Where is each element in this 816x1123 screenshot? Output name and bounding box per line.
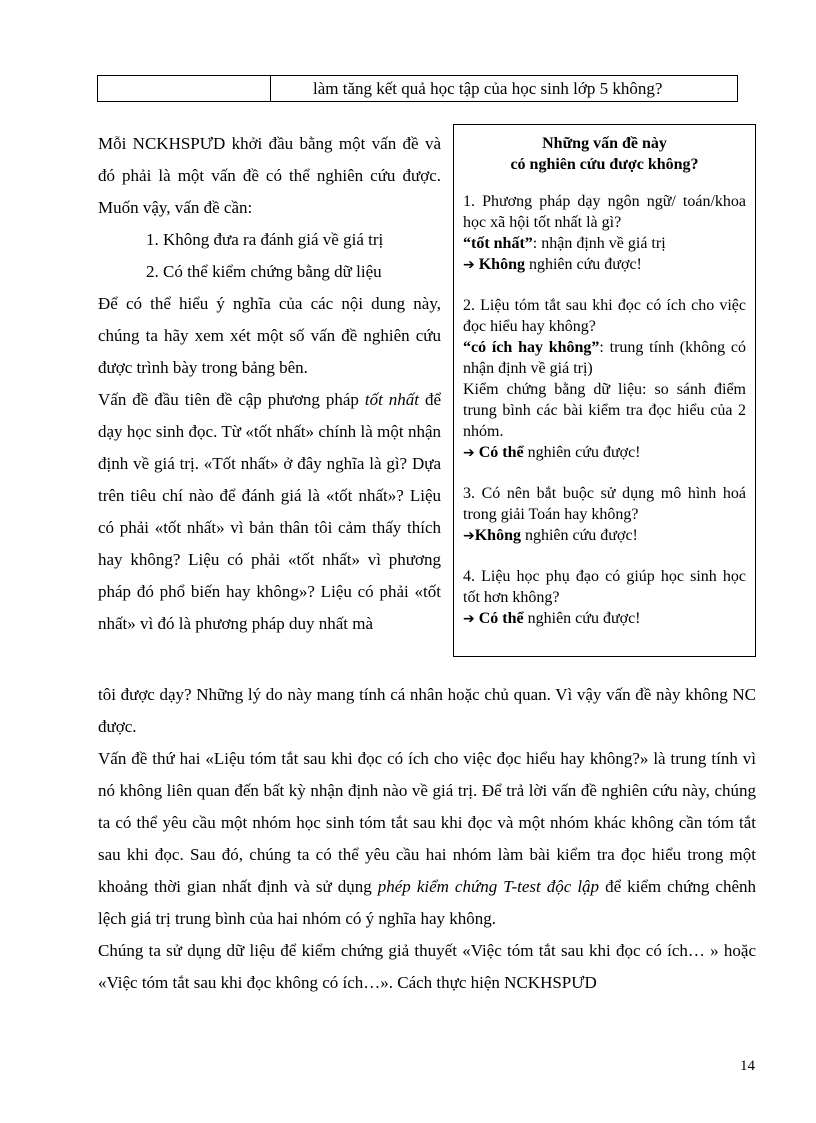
research-questions-box <box>453 124 756 657</box>
table-cell-empty <box>98 76 271 101</box>
verdict-text: nghiên cứu được! <box>523 444 641 461</box>
question-block <box>463 483 746 547</box>
arrow-right-icon: ➔ <box>463 528 475 544</box>
text-run: Vấn đề đầu tiên đề cập phương pháp <box>98 390 365 409</box>
paragraph: Chúng ta sử dụng dữ liệu để kiểm chứng giả thuyết «Việc tóm tắt sau khi đọc có ích… » hoặc «Việc tóm tắt sau khi đọc không có ích…». Cách thực hiện NCKHSPƯD <box>98 941 756 992</box>
verdict-bold: Có thể <box>478 610 524 627</box>
intro-paragraph: Mỗi NCKHSPƯD khởi đầu bằng một vấn đề và đó phải là một vấn đề có thể nghiên cứu được. Muốn vậy, vấn đề cần: <box>98 134 441 217</box>
box-title-line: có nghiên cứu được không? <box>510 156 699 173</box>
table-cell-text: làm tăng kết quả học tập của học sinh lớp 5 không? <box>313 79 663 98</box>
italic-term: phép kiểm chứng T-test độc lập <box>377 877 600 896</box>
arrow-right-icon: ➔ <box>463 611 475 627</box>
question-block <box>463 566 746 630</box>
verdict-text: nghiên cứu được! <box>523 610 641 627</box>
verdict-text: nghiên cứu được! <box>524 256 642 273</box>
criteria-item: 1. Không đưa ra đánh giá về giá trị <box>146 230 384 249</box>
verdict <box>463 442 746 464</box>
arrow-right-icon: ➔ <box>463 257 475 273</box>
full-width-text <box>98 679 756 999</box>
left-column <box>98 128 441 640</box>
question-text: 3. Có nên bắt buộc sử dụng mô hình hoá trong giải Toán hay không? <box>463 485 746 523</box>
arrow-right-icon: ➔ <box>463 445 475 461</box>
note-text: : nhận định về giá trị <box>532 235 666 252</box>
verdict-bold: Không <box>474 527 521 544</box>
box-title-line: Những vấn đề này <box>542 135 667 152</box>
question-note <box>463 337 746 379</box>
verdict <box>463 608 746 630</box>
text-run: để kiểm chứng chênh lệch giá trị trung bình của hai nhóm có ý nghĩa hay không. <box>98 877 757 928</box>
question-extra: Kiểm chứng bằng dữ liệu: so sánh điểm trung bình các bài kiểm tra đọc hiểu của 2 nhóm. <box>463 381 746 440</box>
paragraph <box>98 743 756 935</box>
header-table-row <box>97 75 738 102</box>
paragraph: Để có thể hiểu ý nghĩa của các nội dung này, chúng ta hãy xem xét một số vấn đề nghiên cứu được trình bày trong bảng bên. <box>98 294 441 377</box>
box-title <box>463 133 746 175</box>
key-term: “có ích hay không” <box>463 339 600 356</box>
verdict-text: nghiên cứu được! <box>520 527 638 544</box>
question-text: 1. Phương pháp dạy ngôn ngữ/ toán/khoa học xã hội tốt nhất là gì? <box>463 193 746 231</box>
paragraph: tôi được dạy? Những lý do này mang tính cá nhân hoặc chủ quan. Vì vậy vấn đề này không NC được. <box>98 685 756 736</box>
criteria-item: 2. Có thể kiểm chứng bằng dữ liệu <box>146 262 382 281</box>
question-text: 4. Liệu học phụ đạo có giúp học sinh học tốt hơn không? <box>463 568 746 606</box>
verdict-bold: Không <box>478 256 525 273</box>
paragraph <box>98 384 441 640</box>
verdict <box>463 254 746 276</box>
key-term: “tốt nhất” <box>463 235 533 252</box>
italic-term: tốt nhất <box>364 390 420 409</box>
question-note <box>463 233 746 254</box>
question-block <box>463 295 746 464</box>
question-block <box>463 191 746 276</box>
text-run: để dạy học sinh đọc. Từ «tốt nhất» chính là một nhận định về giá trị. «Tốt nhất» ở đây nghĩa là gì? Dựa trên tiêu chí nào để đánh giá là «tốt nhất»? Liệu có phải «tốt nhất» vì bản thân tôi cảm thấy thích hay không? Liệu có phải «tốt nhất» vì phương pháp đó phổ biến hay không»? Liệu có phải «tốt nhất» vì đó là phương pháp duy nhất mà <box>98 390 442 633</box>
question-text: 2. Liệu tóm tắt sau khi đọc có ích cho việc đọc hiểu hay không? <box>463 297 746 335</box>
verdict <box>463 525 746 547</box>
note-text: : trung tính (không có nhận định về giá trị) <box>463 339 746 377</box>
page-number: 14 <box>740 1058 755 1074</box>
verdict-bold: Có thể <box>478 444 524 461</box>
text-run: Vấn đề thứ hai «Liệu tóm tắt sau khi đọc có ích cho việc đọc hiểu hay không?» là trung tính vì nó không liên quan đến bất kỳ nhận định nào về giá trị. Để trả lời vấn đề nghiên cứu này, chúng ta có thể yêu cầu một nhóm học sinh tóm tắt sau khi đọc và một nhóm khác không cần tóm tắt sau khi đọc. Sau đó, chúng ta có thể yêu cầu hai nhóm làm bài kiểm tra đọc hiểu trong một khoảng thời gian nhất định và sử dụng <box>98 749 756 896</box>
